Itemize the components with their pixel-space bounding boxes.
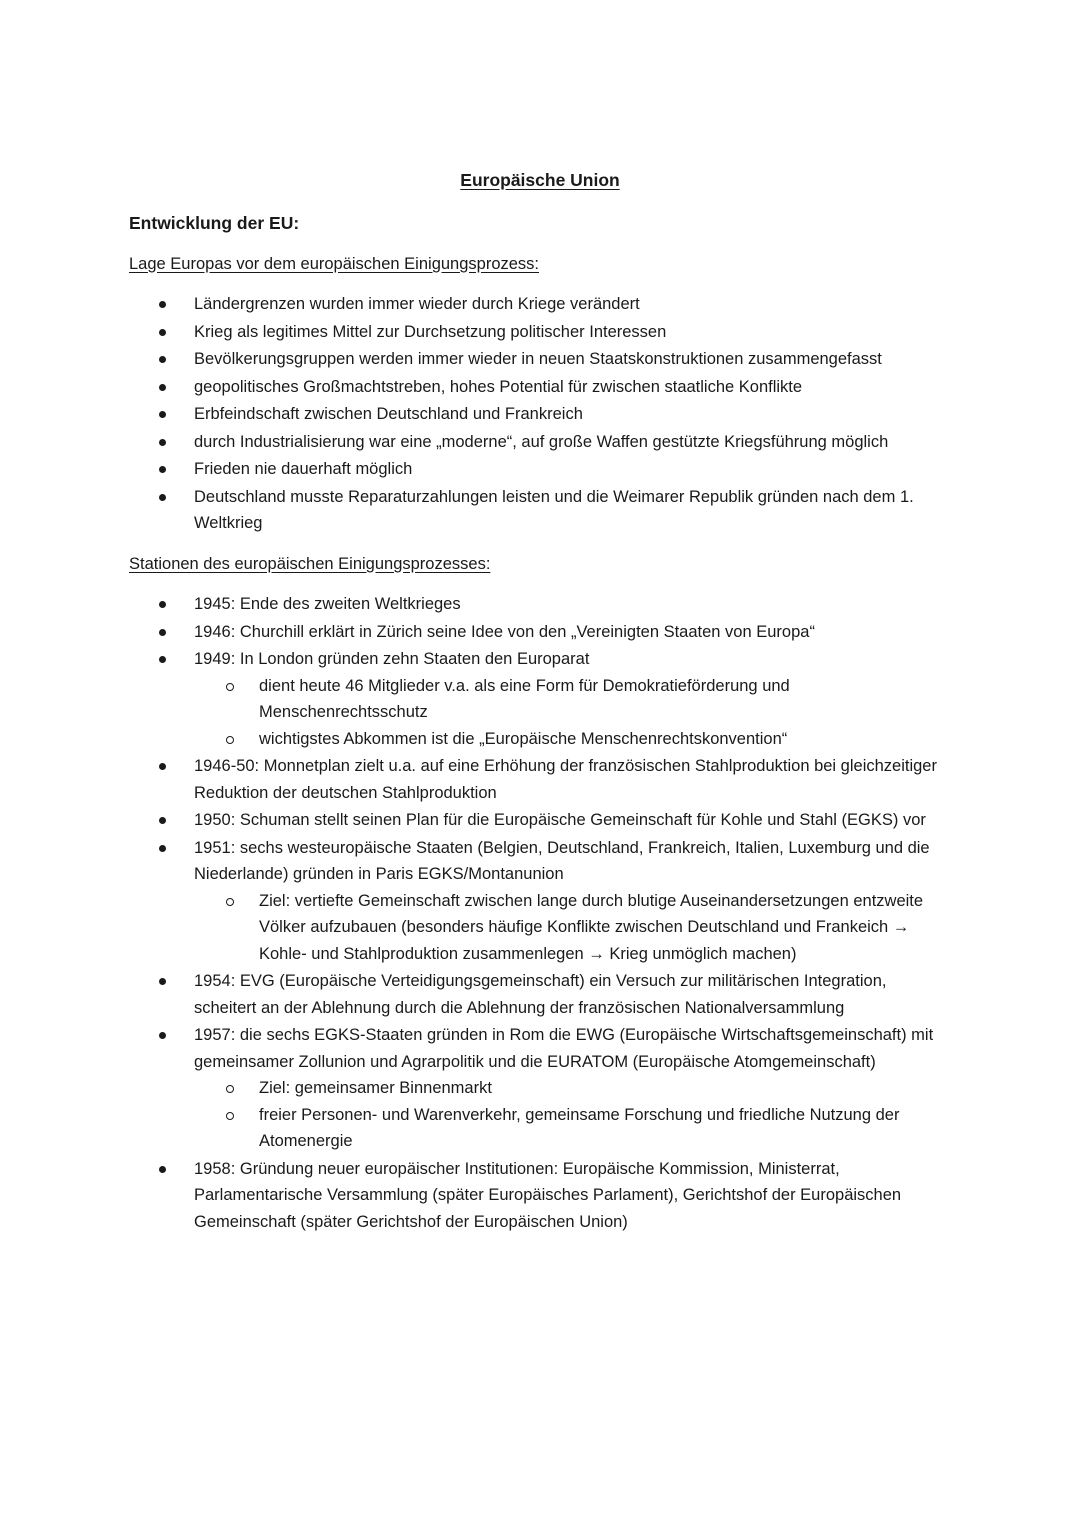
bullet-icon: [159, 439, 166, 446]
list-item: [129, 1022, 949, 1155]
bullet-icon: [159, 629, 166, 636]
circle-bullet-icon: [226, 1085, 234, 1093]
bullet-icon: [159, 1032, 166, 1039]
list-item-text: 1957: die sechs EGKS-Staaten gründen in Rom die EWG (Europäische Wirtschaftsgemeinschaft) mit gemeinsamer Zollunion und Agrarpolitik und die EURATOM (Europäische Atomgemeinschaft): [194, 1026, 934, 1071]
sub-list-item-text: Ziel: vertiefte Gemeinschaft zwischen lange durch blutige Auseinandersetzungen entzweite Völker aufzubauen (besonders häufige Konflikte zwischen Deutschland und Frankeich → Kohle- und Stahlproduktion zusammenlegen → Krieg unmöglich machen): [259, 891, 924, 963]
list-item: [129, 646, 949, 752]
sub-list-item-text: wichtigstes Abkommen ist die „Europäische Menschenrechtskonvention“: [259, 729, 788, 748]
lage-list: [129, 291, 949, 537]
list-item: [129, 484, 949, 537]
list-item-text: 1945: Ende des zweiten Weltkrieges: [194, 595, 461, 613]
list-item: [129, 753, 949, 806]
bullet-icon: [159, 301, 166, 308]
bullet-icon: [159, 1166, 166, 1173]
document-body: [129, 210, 949, 1249]
bullet-icon: [159, 845, 166, 852]
list-item-text: geopolitisches Großmachtstreben, hohes Potential für zwischen staatliche Konflikte: [194, 377, 803, 396]
bullet-icon: [159, 601, 166, 608]
sub-list: [194, 888, 949, 968]
sub-list-item: [194, 888, 949, 968]
list-item-text: 1946: Churchill erklärt in Zürich seine Idee von den „Vereinigten Staaten von Europa“: [194, 622, 815, 641]
list-item: [129, 319, 949, 346]
list-item: [129, 968, 949, 1021]
list-item-text: 1950: Schuman stellt seinen Plan für die Europäische Gemeinschaft für Kohle und Stahl (EGKS) vor: [194, 811, 926, 829]
list-item-text: Ländergrenzen wurden immer wieder durch Kriege verändert: [194, 295, 640, 313]
bullet-icon: [159, 656, 166, 663]
list-item-text: Bevölkerungsgruppen werden immer wieder in neuen Staatskonstruktionen zusammengefasst: [194, 350, 882, 368]
lage-heading: Lage Europas vor dem europäischen Einigungsprozess:: [129, 254, 540, 273]
list-item-text: Krieg als legitimes Mittel zur Durchsetzung politischer Interessen: [194, 322, 667, 341]
list-item-text: 1958: Gründung neuer europäischer Institutionen: Europäische Kommission, Ministerrat, Parlamentarische Versammlung (später Europäisches Parlament), Gerichtshof der Europäischen Gemeinschaft (später Gerichtshof der Europäischen Union): [194, 1159, 902, 1231]
list-item: [129, 456, 949, 483]
document-title: Europäische Union: [460, 170, 620, 190]
list-item: [129, 591, 949, 618]
circle-bullet-icon: [226, 1112, 234, 1120]
sub-list-item-text: Ziel: gemeinsamer Binnenmarkt: [259, 1079, 492, 1097]
list-item: [129, 619, 949, 646]
bullet-icon: [159, 763, 166, 770]
list-item-text: 1949: In London gründen zehn Staaten den Europarat: [194, 650, 590, 668]
sub-list-item: [194, 673, 949, 726]
circle-bullet-icon: [226, 898, 234, 906]
circle-bullet-icon: [226, 736, 234, 744]
sub-list-item-text: freier Personen- und Warenverkehr, gemeinsame Forschung und friedliche Nutzung der Atomenergie: [259, 1105, 900, 1150]
bullet-icon: [159, 384, 166, 391]
list-item-text: 1946-50: Monnetplan zielt u.a. auf eine Erhöhung der französischen Stahlproduktion bei gleichzeitiger Reduktion der deutschen Stahlproduktion: [194, 757, 937, 802]
list-item: [129, 401, 949, 428]
list-item: [129, 1156, 949, 1236]
list-item-text: Erbfeindschaft zwischen Deutschland und Frankreich: [194, 405, 583, 423]
sub-list-item: [194, 726, 949, 753]
sub-list-item: [194, 1102, 949, 1155]
list-item: [129, 346, 949, 373]
list-item-text: Deutschland musste Reparaturzahlungen leisten und die Weimarer Republik gründen nach dem 1. Weltkrieg: [194, 487, 914, 532]
bullet-icon: [159, 356, 166, 363]
bullet-icon: [159, 466, 166, 473]
sub-list: [194, 1075, 949, 1155]
bullet-icon: [159, 978, 166, 985]
stationen-list: [129, 591, 949, 1235]
sub-list: [194, 673, 949, 753]
sub-list-item-text: dient heute 46 Mitglieder v.a. als eine Form für Demokratieförderung und Menschenrechtsschutz: [259, 676, 790, 721]
bullet-icon: [159, 329, 166, 336]
sub-list-item: [194, 1075, 949, 1102]
list-item: [129, 374, 949, 401]
section-heading: Entwicklung der EU:: [129, 213, 300, 233]
list-item: [129, 291, 949, 318]
bullet-icon: [159, 494, 166, 501]
list-item: [129, 807, 949, 834]
list-item: [129, 835, 949, 968]
list-item-text: durch Industrialisierung war eine „moderne“, auf große Waffen gestützte Kriegsführung möglich: [194, 432, 889, 451]
list-item-text: 1951: sechs westeuropäische Staaten (Belgien, Deutschland, Frankreich, Italien, Luxemburg und die Niederlande) gründen in Paris EGKS/Montanunion: [194, 838, 930, 883]
list-item-text: 1954: EVG (Europäische Verteidigungsgemeinschaft) ein Versuch zur militärischen Integration, scheitert an der Ablehnung durch die Ablehnung der französischen Nationalversammlung: [194, 972, 887, 1017]
bullet-icon: [159, 817, 166, 824]
stationen-heading: Stationen des europäischen Einigungsprozesses:: [129, 554, 491, 573]
list-item-text: Frieden nie dauerhaft möglich: [194, 460, 413, 478]
bullet-icon: [159, 411, 166, 418]
list-item: [129, 429, 949, 456]
circle-bullet-icon: [226, 683, 234, 691]
